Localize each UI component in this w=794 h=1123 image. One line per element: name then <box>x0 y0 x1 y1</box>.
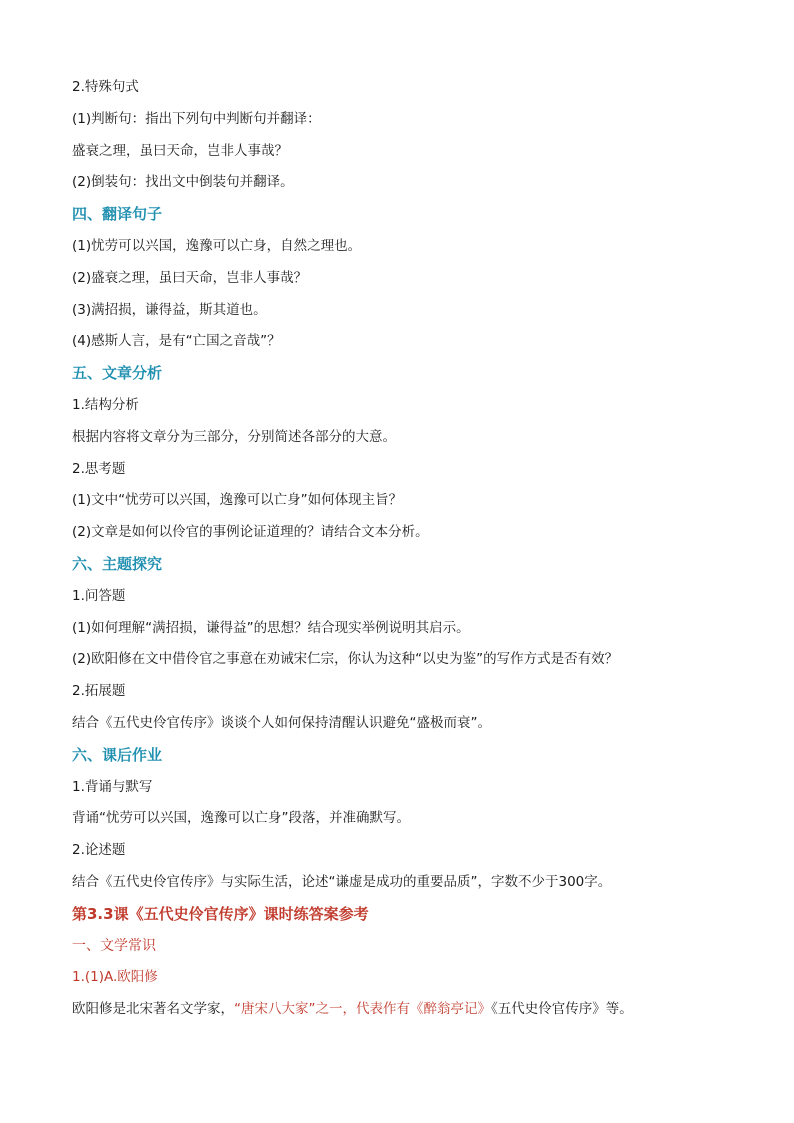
heading-qa: 1.问答题 <box>72 587 126 604</box>
answer-section-literature: 一、文学常识 <box>72 937 156 954</box>
item-inverted-sentence: (2)倒装句：找出文中倒装句并翻译。 <box>72 174 294 191</box>
translate-item-3: (3)满招损，谦得益，斯其道也。 <box>72 301 267 318</box>
extension-task: 结合《五代史伶官传序》谈谈个人如何保持清醒认识避免“盛极而衰”。 <box>72 714 491 731</box>
heading-essay: 2.论述题 <box>72 842 126 859</box>
heading-special-sentences: 2.特殊句式 <box>72 79 139 95</box>
translate-item-4: (4)感斯人言，是有“亡国之音哉”？ <box>72 333 281 350</box>
answer-item-1: 1.(1)A.欧阳修 <box>72 969 158 986</box>
qa-item-2: (2)欧阳修在文中借伶官之事意在劝诫宋仁宗，你认为这种“以史为鉴”的写作方式是否有效？ <box>72 651 619 668</box>
heading-recite: 1.背诵与默写 <box>72 778 153 795</box>
recite-task: 背诵“忧劳可以兴国，逸豫可以亡身”段落，并准确默写。 <box>72 810 410 827</box>
section-translate-sentences: 四、翻译句子 <box>72 205 163 224</box>
qa-item-1: (1)如何理解“满招损，谦得益”的思想？结合现实举例说明其启示。 <box>72 619 470 636</box>
heading-thinking-questions: 2.思考题 <box>72 460 126 477</box>
item-judgment-sentence: (1)判断句：指出下列句中判断句并翻译： <box>72 110 321 127</box>
quote-line: 盛衰之理，虽曰天命，岂非人事哉？ <box>72 142 288 159</box>
heading-structure-analysis: 1.结构分析 <box>72 396 139 413</box>
section-theme-inquiry: 六、主题探究 <box>72 554 163 573</box>
thinking-question-1: (1)文中“忧劳可以兴国，逸豫可以亡身”如何体现主旨？ <box>72 492 403 509</box>
structure-analysis-task: 根据内容将文章分为三部分，分别简述各部分的大意。 <box>72 428 396 445</box>
answer-explanation-part1: 欧阳修是北宋著名文学家， <box>72 1001 234 1018</box>
translate-item-1: (1)忧劳可以兴国，逸豫可以亡身，自然之理也。 <box>72 237 362 254</box>
answer-title: 第3.3课《五代史伶官传序》课时练答案参考 <box>72 904 369 923</box>
answer-explanation-part3: 《五代史伶官传序》等。 <box>491 1001 633 1018</box>
translate-item-2: (2)盛衰之理，虽曰天命，岂非人事哉？ <box>72 269 308 286</box>
section-text-analysis: 五、文章分析 <box>72 364 163 383</box>
thinking-question-2: (2)文章是如何以伶官的事例论证道理的？请结合文本分析。 <box>72 524 429 541</box>
document-page <box>72 72 722 1026</box>
heading-extension: 2.拓展题 <box>72 683 126 700</box>
answer-explanation <box>72 994 722 1026</box>
section-homework: 六、课后作业 <box>72 745 163 764</box>
answer-explanation-part2: “唐宋八大家”之一，代表作有《醉翁亭记》 <box>234 1001 491 1018</box>
essay-task: 结合《五代史伶官传序》与实际生活，论述“谦虚是成功的重要品质”，字数不少于300字。 <box>72 873 612 890</box>
